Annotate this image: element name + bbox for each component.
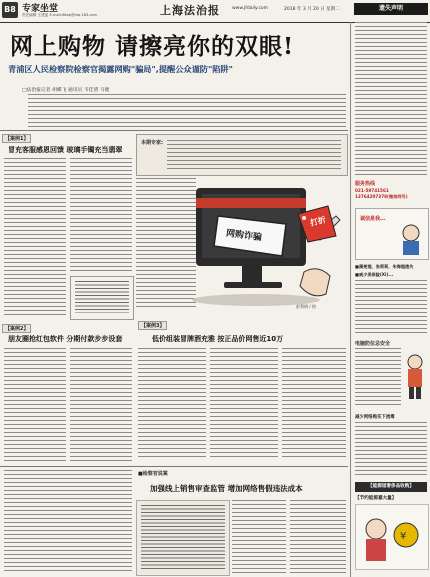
case3-title: 低价组装冒牌酒充雅 按正品价网售近10万	[152, 335, 284, 343]
tip-title-1: 电脑防位忌安全	[355, 341, 391, 347]
right-column	[350, 22, 430, 577]
notice-2: ■威少美保险(Xi)...	[355, 272, 394, 277]
ad-sub: 【节约能源嘉大量】	[355, 496, 397, 501]
phone-number: 021-59741561 13764207378(微信同号)	[355, 188, 408, 199]
tip-title-2: 减少网络购买下流毒	[355, 415, 395, 420]
editor-info: 责任编辑 王建蓝 E-mail:lfdzzj@vip.163.com	[22, 13, 98, 17]
case3-body-col1	[138, 348, 206, 458]
case1-body-col1	[4, 158, 66, 318]
phone-label: 服务热线	[355, 181, 376, 187]
notices-block-1	[355, 22, 427, 178]
summary-text	[167, 140, 341, 170]
illustration-tag-text: 打折	[309, 215, 327, 228]
notices-block-4	[355, 422, 427, 478]
bottom-section-tag: ■检察官说案	[138, 471, 168, 477]
paper-name: 上海法治报	[160, 4, 220, 17]
website: www.jfdaily.com	[232, 6, 269, 11]
divider	[0, 130, 348, 131]
case1-tag: 【案例1】	[2, 134, 31, 143]
bottom-body-mid	[232, 500, 286, 574]
callout-text: 诚信是我...	[360, 216, 386, 222]
bottom-body-right	[290, 500, 346, 574]
lead-intro-text	[28, 94, 346, 128]
column-badge: B8	[2, 2, 18, 18]
notices-block-2	[355, 280, 427, 336]
case3-body-col3	[282, 348, 346, 458]
case2-title: 朋友圈抢红包软件 分期付款步步设套	[8, 335, 123, 343]
ad-banner: 【能源道奢侈品收购】	[355, 482, 427, 492]
case3-body-col2	[210, 348, 278, 458]
case2-tag: 【案例2】	[2, 324, 31, 333]
notice-1: ■蒲亮莲、张莉莉、朱海超遗失	[355, 264, 414, 269]
bottom-quote-box	[136, 500, 230, 576]
bottom-body-left	[4, 470, 132, 574]
column-title: 专家坐堂	[22, 4, 59, 14]
issue-date: 2018 年 3 月 20 日 星期二	[284, 7, 340, 12]
case3-tag: 【案例3】	[138, 321, 167, 330]
divider-bottom	[0, 466, 348, 467]
lead-subtitle: 青浦区人民检察院检察官揭露网购"骗局",提醒公众谨防"陷阱"	[8, 64, 233, 74]
svg-text:¥: ¥	[400, 531, 407, 542]
notices-block-3	[355, 348, 401, 408]
ad-image	[355, 504, 429, 570]
illustration-credit: 彭利明 / 图	[296, 304, 316, 309]
lead-headline: 网上购物 请擦亮你的双眼!	[10, 33, 295, 60]
illustration	[186, 176, 346, 318]
right-banner: 遗失声明	[354, 3, 428, 15]
summary-label: 本期专家:	[141, 140, 163, 146]
case1-body-col2	[70, 158, 132, 274]
case2-body-col1	[4, 348, 66, 462]
masthead	[0, 0, 430, 23]
cartoon-figure	[401, 352, 429, 402]
case1-title: 冒充客服感恩回馈 玻璃手镯充当翡翠	[8, 146, 123, 154]
bottom-headline: 加强线上销售审查监管 增加网络售假违法成本	[150, 484, 303, 493]
summary-box	[136, 134, 348, 176]
case2-body-col2	[70, 348, 132, 462]
pull-quote-box	[70, 276, 134, 320]
cartoon-callout	[355, 208, 429, 260]
illustration-sign-text: 网购诈骗	[225, 228, 263, 244]
byline: □法治报记者 胡蝶飞 通讯员 韦佳赟 马婕	[22, 88, 110, 93]
